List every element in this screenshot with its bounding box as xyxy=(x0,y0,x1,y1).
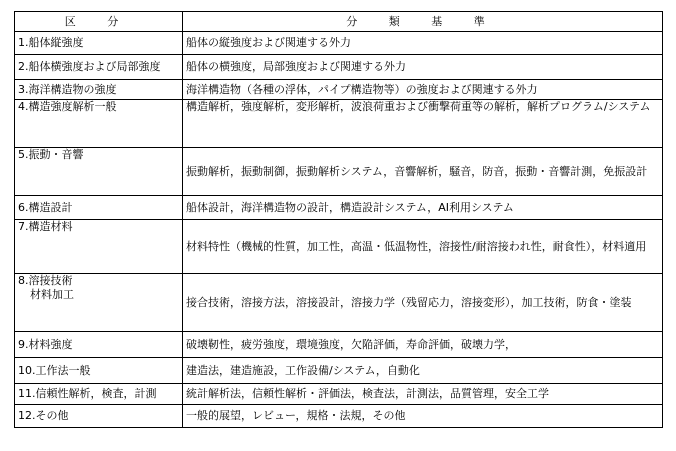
category-line-2: 材料加工 xyxy=(30,288,74,301)
category-cell: 7.構造材料 xyxy=(15,220,183,274)
table-row xyxy=(15,384,663,405)
table-row xyxy=(15,100,663,148)
category-cell: 3.海洋構造物の強度 xyxy=(15,80,183,100)
table-row xyxy=(15,80,663,100)
criteria-cell: 一般的展望，レビュー，規格・法規，その他 xyxy=(183,405,663,428)
table-row xyxy=(15,32,663,55)
table-row xyxy=(15,220,663,274)
header-category: 区 分 xyxy=(15,12,183,32)
criteria-cell: 船体の縦強度および関連する外力 xyxy=(183,32,663,55)
criteria-cell: 接合技術，溶接方法，溶接設計，溶接力学（残留応力，溶接変形），加工技術，防食・塗装 xyxy=(183,274,663,332)
table-row xyxy=(15,358,663,384)
category-cell: 6.構造設計 xyxy=(15,196,183,220)
category-cell: 5.振動・音響 xyxy=(15,148,183,196)
criteria-cell: 船体設計，海洋構造物の設計，構造設計システム，AI利用システム xyxy=(183,196,663,220)
category-cell: 9.材料強度 xyxy=(15,332,183,358)
table-row xyxy=(15,332,663,358)
table-row xyxy=(15,55,663,80)
table-row xyxy=(15,196,663,220)
criteria-cell: 振動解析，振動制御，振動解析システム，音響解析，騒音，防音，振動・音響計測，免振設計 xyxy=(183,148,663,196)
criteria-cell: 統計解析法，信頼性解析・評価法，検査法，計測法，品質管理，安全工学 xyxy=(183,384,663,405)
category-line-1: 8.溶接技術 xyxy=(18,274,73,287)
classification-table xyxy=(14,11,663,428)
criteria-cell: 材料特性（機械的性質，加工性，高温・低温物性，溶接性/耐溶接われ性，耐食性），材料適用 xyxy=(183,220,663,274)
category-cell: 4.構造強度解析一般 xyxy=(15,100,183,148)
category-cell: 2.船体横強度および局部強度 xyxy=(15,55,183,80)
category-cell xyxy=(15,274,183,332)
criteria-cell: 建造法，建造施設，工作設備/システム，自動化 xyxy=(183,358,663,384)
criteria-cell: 構造解析，強度解析，変形解析，波浪荷重および衝撃荷重等の解析，解析プログラム/システム xyxy=(183,100,663,148)
category-cell: 12.その他 xyxy=(15,405,183,428)
category-cell: 11.信頼性解析，検査，計測 xyxy=(15,384,183,405)
table-header-row xyxy=(15,12,663,32)
criteria-cell: 破壊靭性，疲労強度，環境強度，欠陥評価，寿命評価，破壊力学， xyxy=(183,332,663,358)
category-cell: 1.船体縦強度 xyxy=(15,32,183,55)
table-row xyxy=(15,274,663,332)
table-row xyxy=(15,148,663,196)
category-cell: 10.工作法一般 xyxy=(15,358,183,384)
header-criteria: 分 類 基 準 xyxy=(183,12,663,32)
table-row xyxy=(15,405,663,428)
criteria-cell: 船体の横強度，局部強度および関連する外力 xyxy=(183,55,663,80)
criteria-cell: 海洋構造物（各種の浮体，パイプ構造物等）の強度および関連する外力 xyxy=(183,80,663,100)
